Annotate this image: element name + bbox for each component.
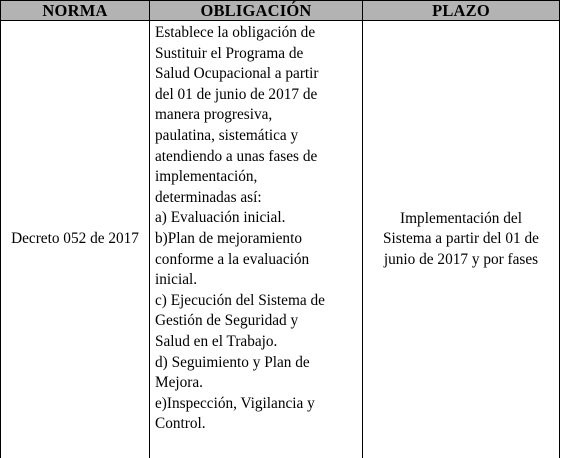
obligacion-line: Sustituir el Programa de xyxy=(155,44,304,62)
obligacion-line: Establece la obligación de xyxy=(155,24,316,41)
obligacion-line: Salud Ocupacional a partir xyxy=(155,65,319,83)
obligacion-line: Salud en el Trabajo. xyxy=(155,332,278,350)
header-plazo: PLAZO xyxy=(363,1,560,21)
obligacion-line: b)Plan de mejoramiento xyxy=(155,229,302,247)
obligacion-line: Mejora. xyxy=(155,374,203,392)
obligacion-line: a) Evaluación inicial. xyxy=(155,209,286,227)
obligacion-line: determinadas así: xyxy=(155,188,262,206)
obligacion-line: paulatina, sistemática y xyxy=(155,126,299,144)
obligacion-line: Control. xyxy=(155,415,206,433)
header-norma: NORMA xyxy=(1,1,150,21)
table-body xyxy=(1,21,560,458)
plazo-line: Implementación del xyxy=(400,209,522,227)
obligacion-line: manera progresiva, xyxy=(155,106,273,124)
cell-norma: Decreto 052 de 2017 xyxy=(1,21,150,458)
header-obligacion: OBLIGACIÓN xyxy=(150,1,363,21)
obligacion-line: conforme a la evaluación xyxy=(155,250,310,268)
header-row xyxy=(1,1,560,21)
obligacion-line: implementación, xyxy=(155,168,258,186)
obligacion-line: inicial. xyxy=(155,271,198,289)
obligacion-line: atendiendo a unas fases de xyxy=(155,147,318,165)
table-row xyxy=(1,21,560,458)
table-header xyxy=(1,1,560,21)
obligacion-line: e)Inspección, Vigilancia y xyxy=(155,394,315,412)
plazo-line: Sistema a partir del 01 de xyxy=(383,230,539,248)
cell-plazo xyxy=(363,21,560,458)
plazo-line: junio de 2017 y por fases xyxy=(383,250,539,268)
obligacion-line: d) Seguimiento y Plan de xyxy=(155,353,310,371)
obligacion-line: Gestión de Seguridad y xyxy=(155,312,299,330)
cell-obligacion xyxy=(150,21,363,458)
obligacion-line: c) Ejecución del Sistema de xyxy=(155,291,325,309)
obligacion-line: del 01 de junio de 2017 de xyxy=(155,85,318,103)
